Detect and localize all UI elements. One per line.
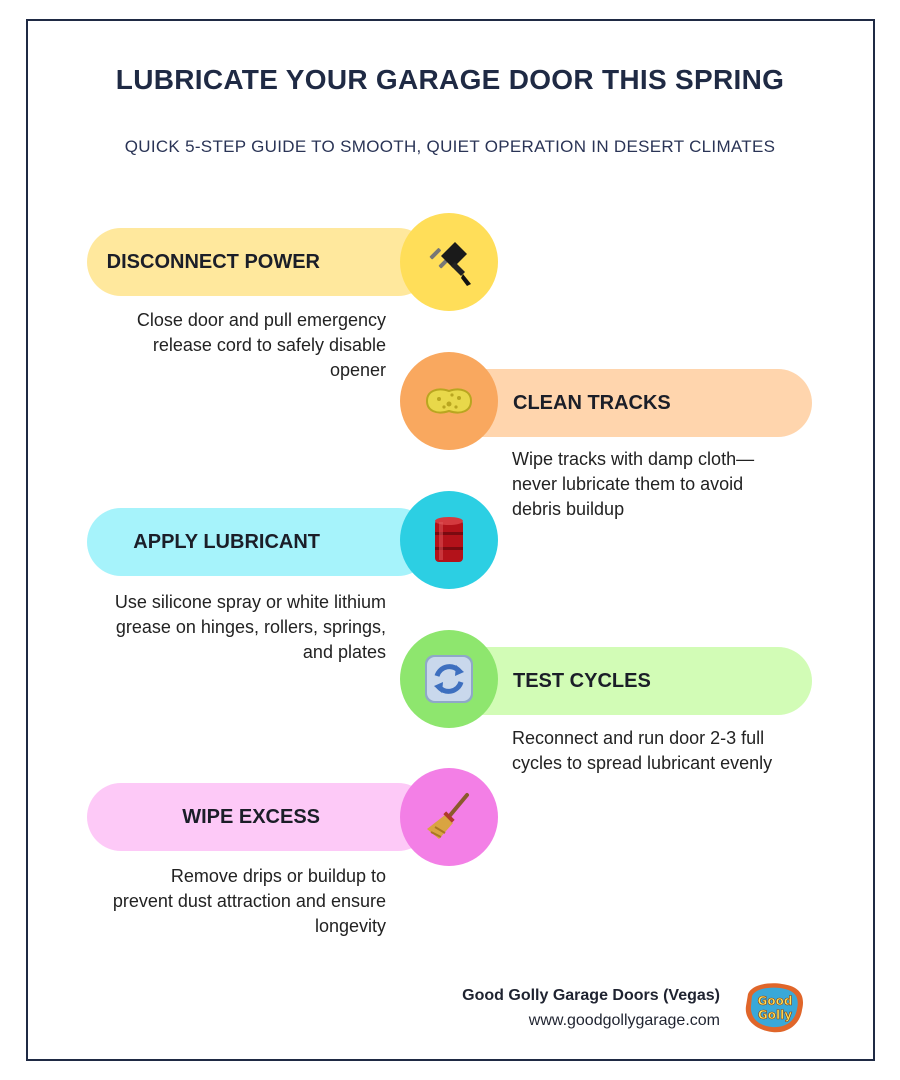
step-3-title: APPLY LUBRICANT: [133, 530, 320, 553]
step-4-circle: [400, 630, 498, 728]
step-4-title: TEST CYCLES: [513, 669, 651, 692]
step-2-pill: [445, 369, 812, 437]
page-subtitle: QUICK 5-STEP GUIDE TO SMOOTH, QUIET OPERATION IN DESERT CLIMATES: [124, 137, 776, 156]
step-3-description: Use silicone spray or white lithium grease on hinges, rollers, springs, and plates: [114, 592, 386, 662]
step-4-description: Reconnect and run door 2-3 full cycles to spread lubricant evenly: [512, 728, 773, 773]
step-5-description: Remove drips or buildup to prevent dust attraction and ensure longevity: [112, 866, 386, 936]
step-4-pill: [445, 647, 812, 715]
step-1-title: DISCONNECT POWER: [106, 250, 320, 273]
oil-drum-icon: [419, 510, 479, 570]
step-3-pill: [87, 508, 432, 576]
logo-text-bottom: Golly: [757, 1008, 793, 1022]
step-5-pill: [87, 783, 432, 851]
step-1-description: Close door and pull emergency release cord to safely disable opener: [136, 310, 386, 380]
broom-icon: [419, 787, 479, 847]
logo-text-top: Good: [757, 994, 793, 1008]
step-3-circle: [400, 491, 498, 589]
step-2-title: CLEAN TRACKS: [513, 391, 671, 414]
step-5-title: WIPE EXCESS: [182, 805, 320, 828]
step-1-circle: [400, 213, 498, 311]
electric-plug-icon: [419, 232, 479, 292]
company-url[interactable]: www.goodgollygarage.com: [528, 1012, 720, 1029]
page-title: LUBRICATE YOUR GARAGE DOOR THIS SPRING: [115, 64, 785, 95]
step-2-description: Wipe tracks with damp cloth—never lubricate them to avoid debris buildup: [512, 449, 755, 519]
refresh-arrows-icon: [422, 652, 476, 706]
sponge-icon: [419, 371, 479, 431]
company-name: Good Golly Garage Doors (Vegas): [462, 987, 720, 1004]
step-2-circle: [400, 352, 498, 450]
company-logo: [742, 980, 808, 1036]
step-5-circle: [400, 768, 498, 866]
step-1-pill: [87, 228, 432, 296]
